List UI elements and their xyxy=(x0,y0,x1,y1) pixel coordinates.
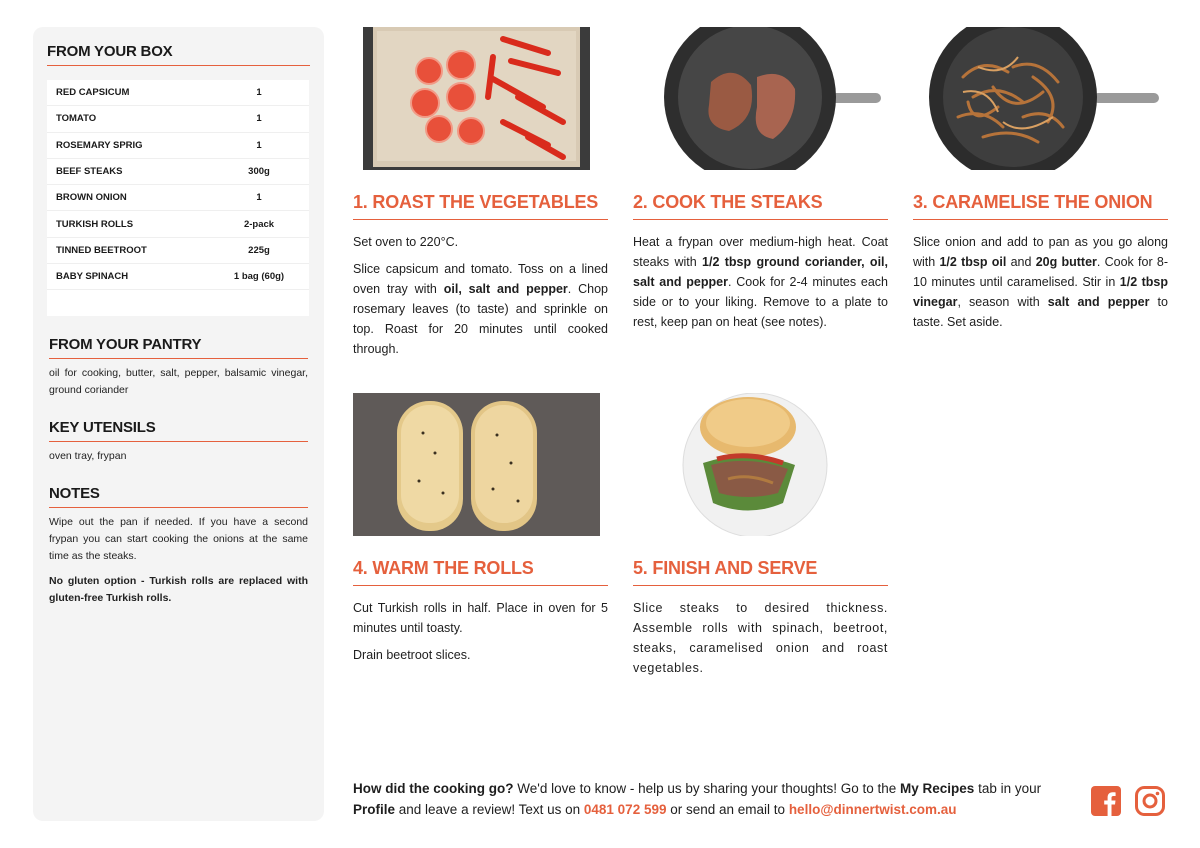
step-1-body xyxy=(353,232,608,359)
notes-heading: NOTES xyxy=(49,485,308,508)
step-3-body xyxy=(913,232,1168,332)
finish-and-serve-photo xyxy=(633,393,888,536)
phone-number-link[interactable]: 0481 072 599 xyxy=(583,802,667,817)
step-2-title: 2. COOK THE STEAKS xyxy=(633,192,888,220)
step-4-para-1: Cut Turkish rolls in half. Place in oven for 5 minutes until toasty. xyxy=(353,601,608,635)
ingredient-quantity: 1 xyxy=(256,192,262,204)
warm-rolls-photo xyxy=(353,393,608,536)
email-link[interactable]: hello@dinnertwist.com.au xyxy=(788,802,957,817)
utensils-heading: KEY UTENSILS xyxy=(49,419,308,442)
step-1-para-1: Set oven to 220°C. xyxy=(353,235,459,249)
ingredient-quantity: 300g xyxy=(248,166,270,178)
pantry-text: oil for cooking, butter, salt, pepper, balsamic vinegar, ground coriander xyxy=(49,367,308,396)
ingredient-row xyxy=(47,159,309,185)
utensils-section xyxy=(47,419,310,465)
step-3 xyxy=(913,27,1168,339)
step-5-title: 5. FINISH AND SERVE xyxy=(633,558,888,586)
ingredient-name: TOMATO xyxy=(56,113,97,125)
ingredient-name: TINNED BEETROOT xyxy=(56,244,147,256)
ingredient-name: RED CAPSICUM xyxy=(56,87,130,99)
profile-link[interactable]: Profile xyxy=(353,802,396,817)
roast-vegetables-photo xyxy=(353,27,608,170)
step-5 xyxy=(633,393,888,685)
ingredient-quantity: 1 xyxy=(256,113,262,125)
ingredient-row xyxy=(47,185,309,211)
ingredient-row xyxy=(47,80,309,106)
step-2-para-1: Heat a frypan over medium-high heat. Coat steaks with 1/2 tbsp ground coriander, oil, salt and pepper. Cook for 2-4 minutes each side or to your liking. Remove to a plate to rest, keep pan on heat (see notes). xyxy=(633,235,889,329)
instagram-icon[interactable] xyxy=(1134,785,1166,817)
ingredient-quantity: 1 xyxy=(256,139,262,151)
notes-text: Wipe out the pan if needed. If you have a second frypan you can start cooking the onions at the same time as the steaks. xyxy=(49,516,308,562)
utensils-text: oven tray, frypan xyxy=(49,450,127,462)
caramelise-onion-photo xyxy=(913,27,1168,170)
ingredient-name: BROWN ONION xyxy=(56,192,127,204)
notes-section xyxy=(47,485,310,607)
ingredients-table xyxy=(47,80,309,316)
step-2-body xyxy=(633,232,888,332)
ingredient-quantity: 1 bag (60g) xyxy=(233,271,285,283)
pantry-section xyxy=(47,336,310,399)
ingredient-quantity: 1 xyxy=(256,87,262,99)
step-1-para-2: Slice capsicum and tomato. Toss on a lined oven tray with oil, salt and pepper. Chop rosemary leaves (to taste) and sprinkle on top. Roast for 20 minutes until cooked through. xyxy=(353,262,608,356)
step-5-para-1: Slice steaks to desired thickness. Assemble rolls with spinach, beetroot, steaks, caramelised onion and roast vegetables. xyxy=(633,601,888,675)
from-your-box-heading: FROM YOUR BOX xyxy=(47,43,310,66)
ingredients-sidebar xyxy=(33,27,324,821)
ingredient-name: BABY SPINACH xyxy=(56,271,129,283)
cook-steaks-photo xyxy=(633,27,888,170)
ingredient-row xyxy=(47,238,309,264)
ingredient-quantity: 225g xyxy=(248,244,270,256)
ingredient-row xyxy=(47,133,309,159)
ingredient-row xyxy=(47,211,309,237)
feedback-footer: How did the cooking go? We'd love to know - help us by sharing your thoughts! Go to the My Recipes tab in your Profile and leave a review! Text us on 0481 072 599 or send an email to hello@dinnertwist.com.au xyxy=(353,781,1042,817)
gluten-note: No gluten option - Turkish rolls are replaced with gluten-free Turkish rolls. xyxy=(49,575,308,604)
ingredient-name: ROSEMARY SPRIG xyxy=(56,139,143,151)
ingredient-quantity: 2-pack xyxy=(243,218,275,230)
step-5-body xyxy=(633,598,888,678)
ingredient-name: TURKISH ROLLS xyxy=(56,218,134,230)
step-4-title: 4. WARM THE ROLLS xyxy=(353,558,608,586)
step-3-title: 3. CARAMELISE THE ONION xyxy=(913,192,1168,220)
step-4-body xyxy=(353,598,608,665)
step-1-title: 1. ROAST THE VEGETABLES xyxy=(353,192,608,220)
step-3-para-1: Slice onion and add to pan as you go along with 1/2 tbsp oil and 20g butter. Cook for 8-10 minutes until caramelised. Stir in 1/2 tbsp vinegar, season with salt and pepper to taste. Set aside. xyxy=(913,235,1168,329)
facebook-icon[interactable] xyxy=(1090,785,1122,817)
footer-question: How did the cooking go? xyxy=(353,781,514,796)
step-1 xyxy=(353,27,608,366)
ingredient-row xyxy=(47,264,309,290)
social-links xyxy=(1090,785,1166,817)
step-4 xyxy=(353,393,608,672)
pantry-heading: FROM YOUR PANTRY xyxy=(49,336,308,359)
step-2 xyxy=(633,27,888,339)
ingredient-row xyxy=(47,106,309,132)
ingredient-name: BEEF STEAKS xyxy=(56,166,123,178)
step-4-para-2: Drain beetroot slices. xyxy=(353,648,471,662)
my-recipes-link[interactable]: My Recipes xyxy=(900,781,975,796)
